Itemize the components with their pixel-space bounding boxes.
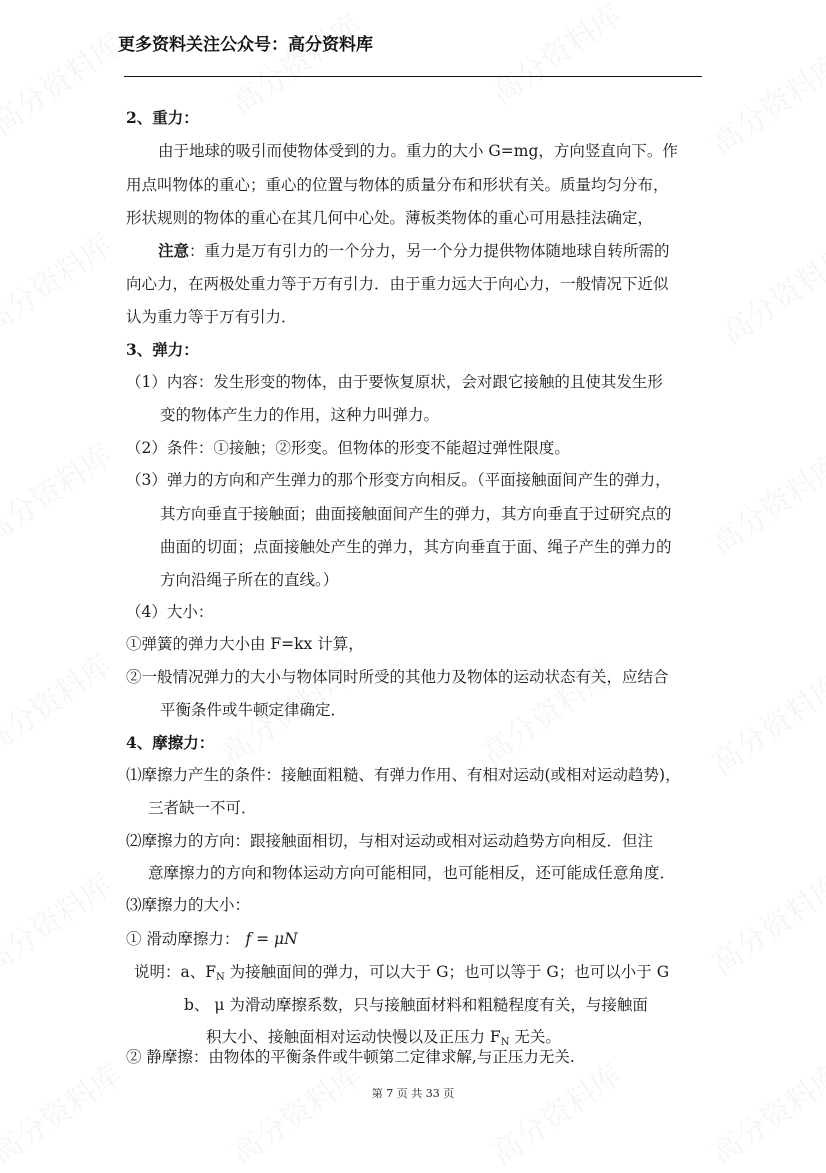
- note-line: [158, 241, 670, 261]
- watermark: [0, 21, 129, 143]
- watermark: [221, 1051, 369, 1173]
- note-text: 说明：a、F: [134, 963, 216, 981]
- list-item-continued: 三者缺一不可．: [148, 799, 257, 817]
- paragraph-line: 认为重力等于万有引力．: [126, 308, 297, 326]
- list-item: ②一般情况弹力的大小与物体同时所受的其他力及物体的运动状态有关，应结合: [126, 668, 669, 686]
- header-divider: [124, 76, 702, 77]
- list-item: ② 静摩擦：由物体的平衡条件或牛顿第二定律求解,与正压力无关.: [126, 1048, 575, 1066]
- list-item-continued: 变的物体产生力的作用，这种力叫弹力。: [160, 406, 440, 424]
- watermark: [701, 441, 826, 563]
- list-item: ⑴摩擦力产生的条件：接触面粗糙、有弹力作用、有相对运动(或相对运动趋势)，: [126, 766, 681, 784]
- watermark: [701, 661, 826, 783]
- paragraph-line: 向心力，在两极处重力等于万有引力．由于重力远大于向心力，一般情况下近似: [126, 275, 669, 293]
- subscript: N: [216, 972, 225, 983]
- section-heading-friction: 4、摩擦力：: [126, 733, 215, 752]
- list-item-continued: 平衡条件或牛顿定律确定．: [160, 701, 347, 719]
- list-item: （1）内容：发生形变的物体，由于要恢复原状，会对跟它接触的且使其发生形: [126, 373, 663, 391]
- subscript: N: [500, 1037, 510, 1048]
- list-item: （3）弹力的方向和产生弹力的那个形变方向相反。（平面接触面间产生的弹力，: [126, 471, 671, 489]
- watermark: [711, 231, 826, 353]
- list-item: （4）大小：: [126, 603, 214, 621]
- watermark: [221, 1, 369, 123]
- note-line: b、 μ 为滑动摩擦系数，只与接触面材料和粗糙程度有关，与接触面: [184, 996, 648, 1014]
- header-title: 更多资料关注公众号：高分资料库: [118, 35, 373, 55]
- watermark: [481, 0, 629, 113]
- list-item-continued: 其方向垂直于接触面；曲面接触面间产生的弹力，其方向垂直于过研究点的: [160, 505, 672, 523]
- watermark: [701, 861, 826, 983]
- list-item: ⑶摩擦力的大小：: [126, 896, 251, 914]
- watermark: [0, 861, 119, 983]
- note-text: 积大小、接触面相对运动快慢以及正压力 F: [206, 1028, 501, 1046]
- watermark: [0, 431, 119, 553]
- sliding-friction-line: [126, 929, 298, 949]
- list-item: ⑵摩擦力的方向：跟接触面相切，与相对运动或相对运动趋势方向相反．但注: [126, 832, 654, 850]
- sliding-friction-formula: f = μN: [245, 930, 298, 948]
- note-text: 无关。: [509, 1028, 561, 1046]
- section-heading-elastic: 3、弹力：: [126, 340, 199, 359]
- watermark: [701, 1051, 826, 1173]
- paragraph-line: 由于地球的吸引而使物体受到的力。重力的大小 G=mg，方向竖直向下。作: [158, 142, 678, 160]
- list-item: （2）条件：①接触；②形变。但物体的形变不能超过弹性限度。: [126, 439, 570, 457]
- watermark: [0, 1051, 129, 1173]
- page-number: 第 7 页 共 33 页: [371, 1087, 455, 1100]
- watermark: [701, 41, 826, 163]
- section-heading-gravity: 2、重力：: [126, 108, 199, 127]
- paragraph-line: 用点叫物体的重心；重心的位置与物体的质量分布和形状有关。质量均匀分布，: [126, 176, 669, 194]
- list-item: ①弹簧的弹力大小由 F=kx 计算，: [126, 635, 364, 653]
- note-text: 为接触面间的弹力，可以大于 G；也可以等于 G；也可以小于 G: [224, 963, 670, 981]
- note-line: [134, 962, 669, 988]
- list-item-continued: 曲面的切面；点面接触处产生的弹力，其方向垂直于面、绳子产生的弹力的: [160, 538, 672, 556]
- paragraph-line: 形状规则的物体的重心在其几何中心处。薄板类物体的重心可用悬挂法确定，: [126, 209, 654, 227]
- watermark: [0, 221, 119, 343]
- note-text: ：重力是万有引力的一个分力，另一个分力提供物体随地球自转所需的: [189, 242, 670, 260]
- note-label: 注意: [158, 241, 190, 260]
- list-item-continued: 意摩擦力的方向和物体运动方向可能相同，也可能相反，还可能成任意角度．: [148, 864, 676, 882]
- watermark: [481, 1051, 629, 1173]
- list-item-continued: 方向沿绳子所在的直线。）: [160, 571, 339, 589]
- sliding-friction-label: ① 滑动摩擦力：: [126, 930, 240, 948]
- watermark: [0, 641, 119, 763]
